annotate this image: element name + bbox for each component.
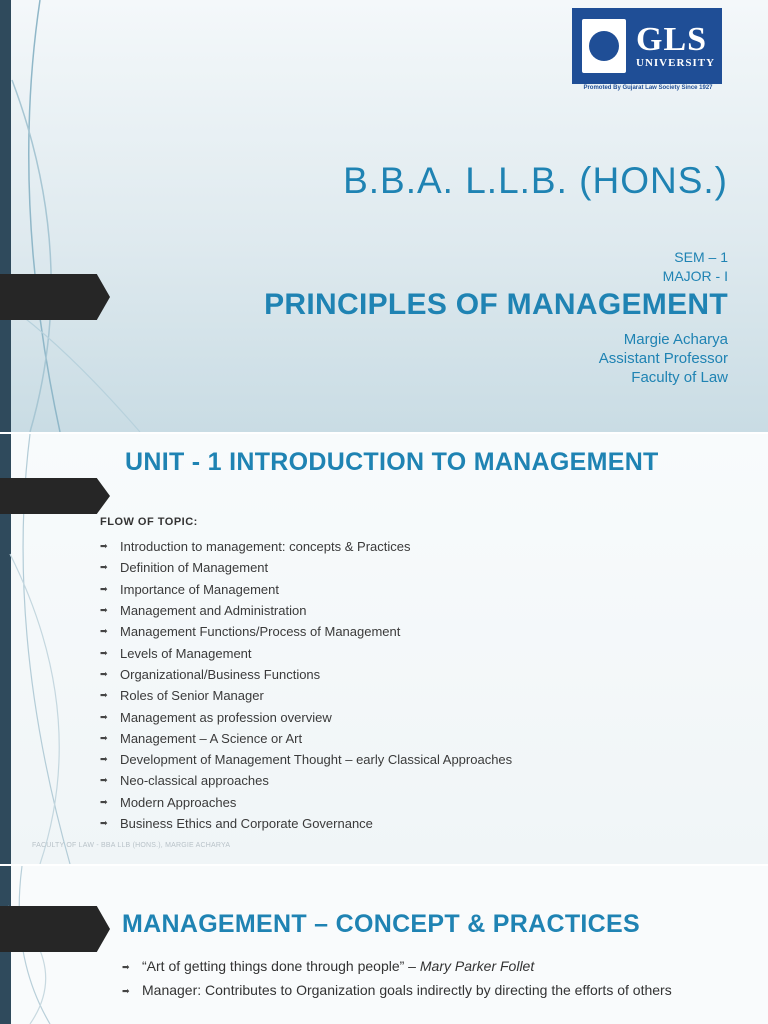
topic-list: [100, 536, 512, 834]
arrow-bullet-icon: ➡: [100, 732, 108, 743]
arrow-marker: [0, 274, 110, 320]
list-item: ➡ Management as profession overview: [100, 709, 332, 725]
list-item: ➡ Organizational/Business Functions: [100, 666, 321, 682]
quote-author: Mary Parker Follet: [419, 958, 535, 974]
arrow-bullet-icon: ➡: [100, 647, 108, 658]
major-label: MAJOR - I: [662, 268, 728, 284]
university-seal-icon: [580, 17, 628, 75]
list-item: ➡ Neo-classical approaches: [100, 773, 269, 789]
course-title: B.B.A. L.L.B. (HONS.): [343, 160, 728, 201]
subject-title: PRINCIPLES OF MANAGEMENT: [264, 288, 728, 321]
arrow-bullet-icon: ➡: [100, 711, 108, 722]
slide-footer: FACULTY OF LAW - BBA LLB (HONS.), MARGIE ACHARYA: [32, 842, 231, 849]
arrow-bullet-icon: ➡: [100, 605, 108, 616]
arrow-bullet-icon: ➡: [122, 962, 130, 972]
arrow-bullet-icon: ➡: [100, 541, 108, 552]
unit-slide: [0, 434, 768, 864]
arrow-bullet-icon: ➡: [100, 818, 108, 828]
concept-title: MANAGEMENT – CONCEPT & PRACTICES: [122, 910, 640, 938]
title-slide: [0, 0, 768, 432]
gls-logo: [572, 8, 722, 84]
concept-slide: [0, 866, 768, 1024]
list-item: ➡ Roles of Senior Manager: [100, 688, 264, 704]
list-item: ➡ Definition of Management: [100, 560, 269, 576]
flow-heading: FLOW OF TOPIC:: [100, 516, 198, 528]
list-item: ➡ Management – A Science or Art: [100, 730, 303, 746]
arrow-bullet-icon: ➡: [100, 562, 108, 573]
list-item: ➡ Importance of Management: [100, 581, 279, 597]
semester-info: [663, 248, 728, 286]
arrow-bullet-icon: ➡: [100, 668, 108, 679]
concept-list: [122, 958, 732, 1006]
list-item: ➡ Levels of Management: [100, 645, 252, 661]
author-faculty: Faculty of Law: [631, 369, 728, 386]
unit-title: UNIT - 1 INTRODUCTION TO MANAGEMENT: [125, 448, 659, 476]
arrow-bullet-icon: ➡: [122, 986, 130, 996]
arrow-bullet-icon: ➡: [100, 626, 108, 637]
author-name: Margie Acharya: [623, 331, 728, 348]
manager-definition: Manager: Contributes to Organization goals indirectly by directing the efforts of others: [142, 982, 672, 998]
author-designation: Assistant Professor: [598, 350, 728, 367]
list-item: ➡ Business Ethics and Corporate Governance: [100, 816, 373, 831]
list-item: ➡ Management Functions/Process of Management: [100, 624, 401, 640]
logo-subtitle: UNIVERSITY: [636, 57, 716, 69]
logo-name: GLS: [636, 21, 708, 58]
arrow-bullet-icon: ➡: [100, 775, 108, 786]
author-block: [599, 330, 728, 387]
arrow-bullet-icon: ➡: [100, 583, 108, 594]
list-item: ➡ Management and Administration: [100, 603, 307, 619]
list-item: ➡ “Art of getting things done through people” – Mary Parker Follet: [122, 958, 535, 974]
quote-text: “Art of getting things done through people”: [142, 958, 405, 974]
list-item: ➡ Introduction to management: concepts & Practices: [100, 539, 411, 555]
list-item: ➡ Development of Management Thought – early Classical Approaches: [100, 752, 513, 768]
list-item: [122, 982, 732, 1000]
list-item: ➡ Modern Approaches: [100, 794, 237, 810]
arrow-marker: [0, 478, 110, 514]
arrow-bullet-icon: ➡: [100, 690, 108, 701]
semester-label: SEM – 1: [674, 249, 728, 265]
arrow-marker: [0, 906, 110, 952]
decorative-curves: [0, 0, 160, 432]
arrow-bullet-icon: ➡: [100, 754, 108, 765]
logo-tagline: Promoted By Gujarat Law Society Since 1927: [583, 85, 713, 91]
arrow-bullet-icon: ➡: [100, 796, 108, 807]
